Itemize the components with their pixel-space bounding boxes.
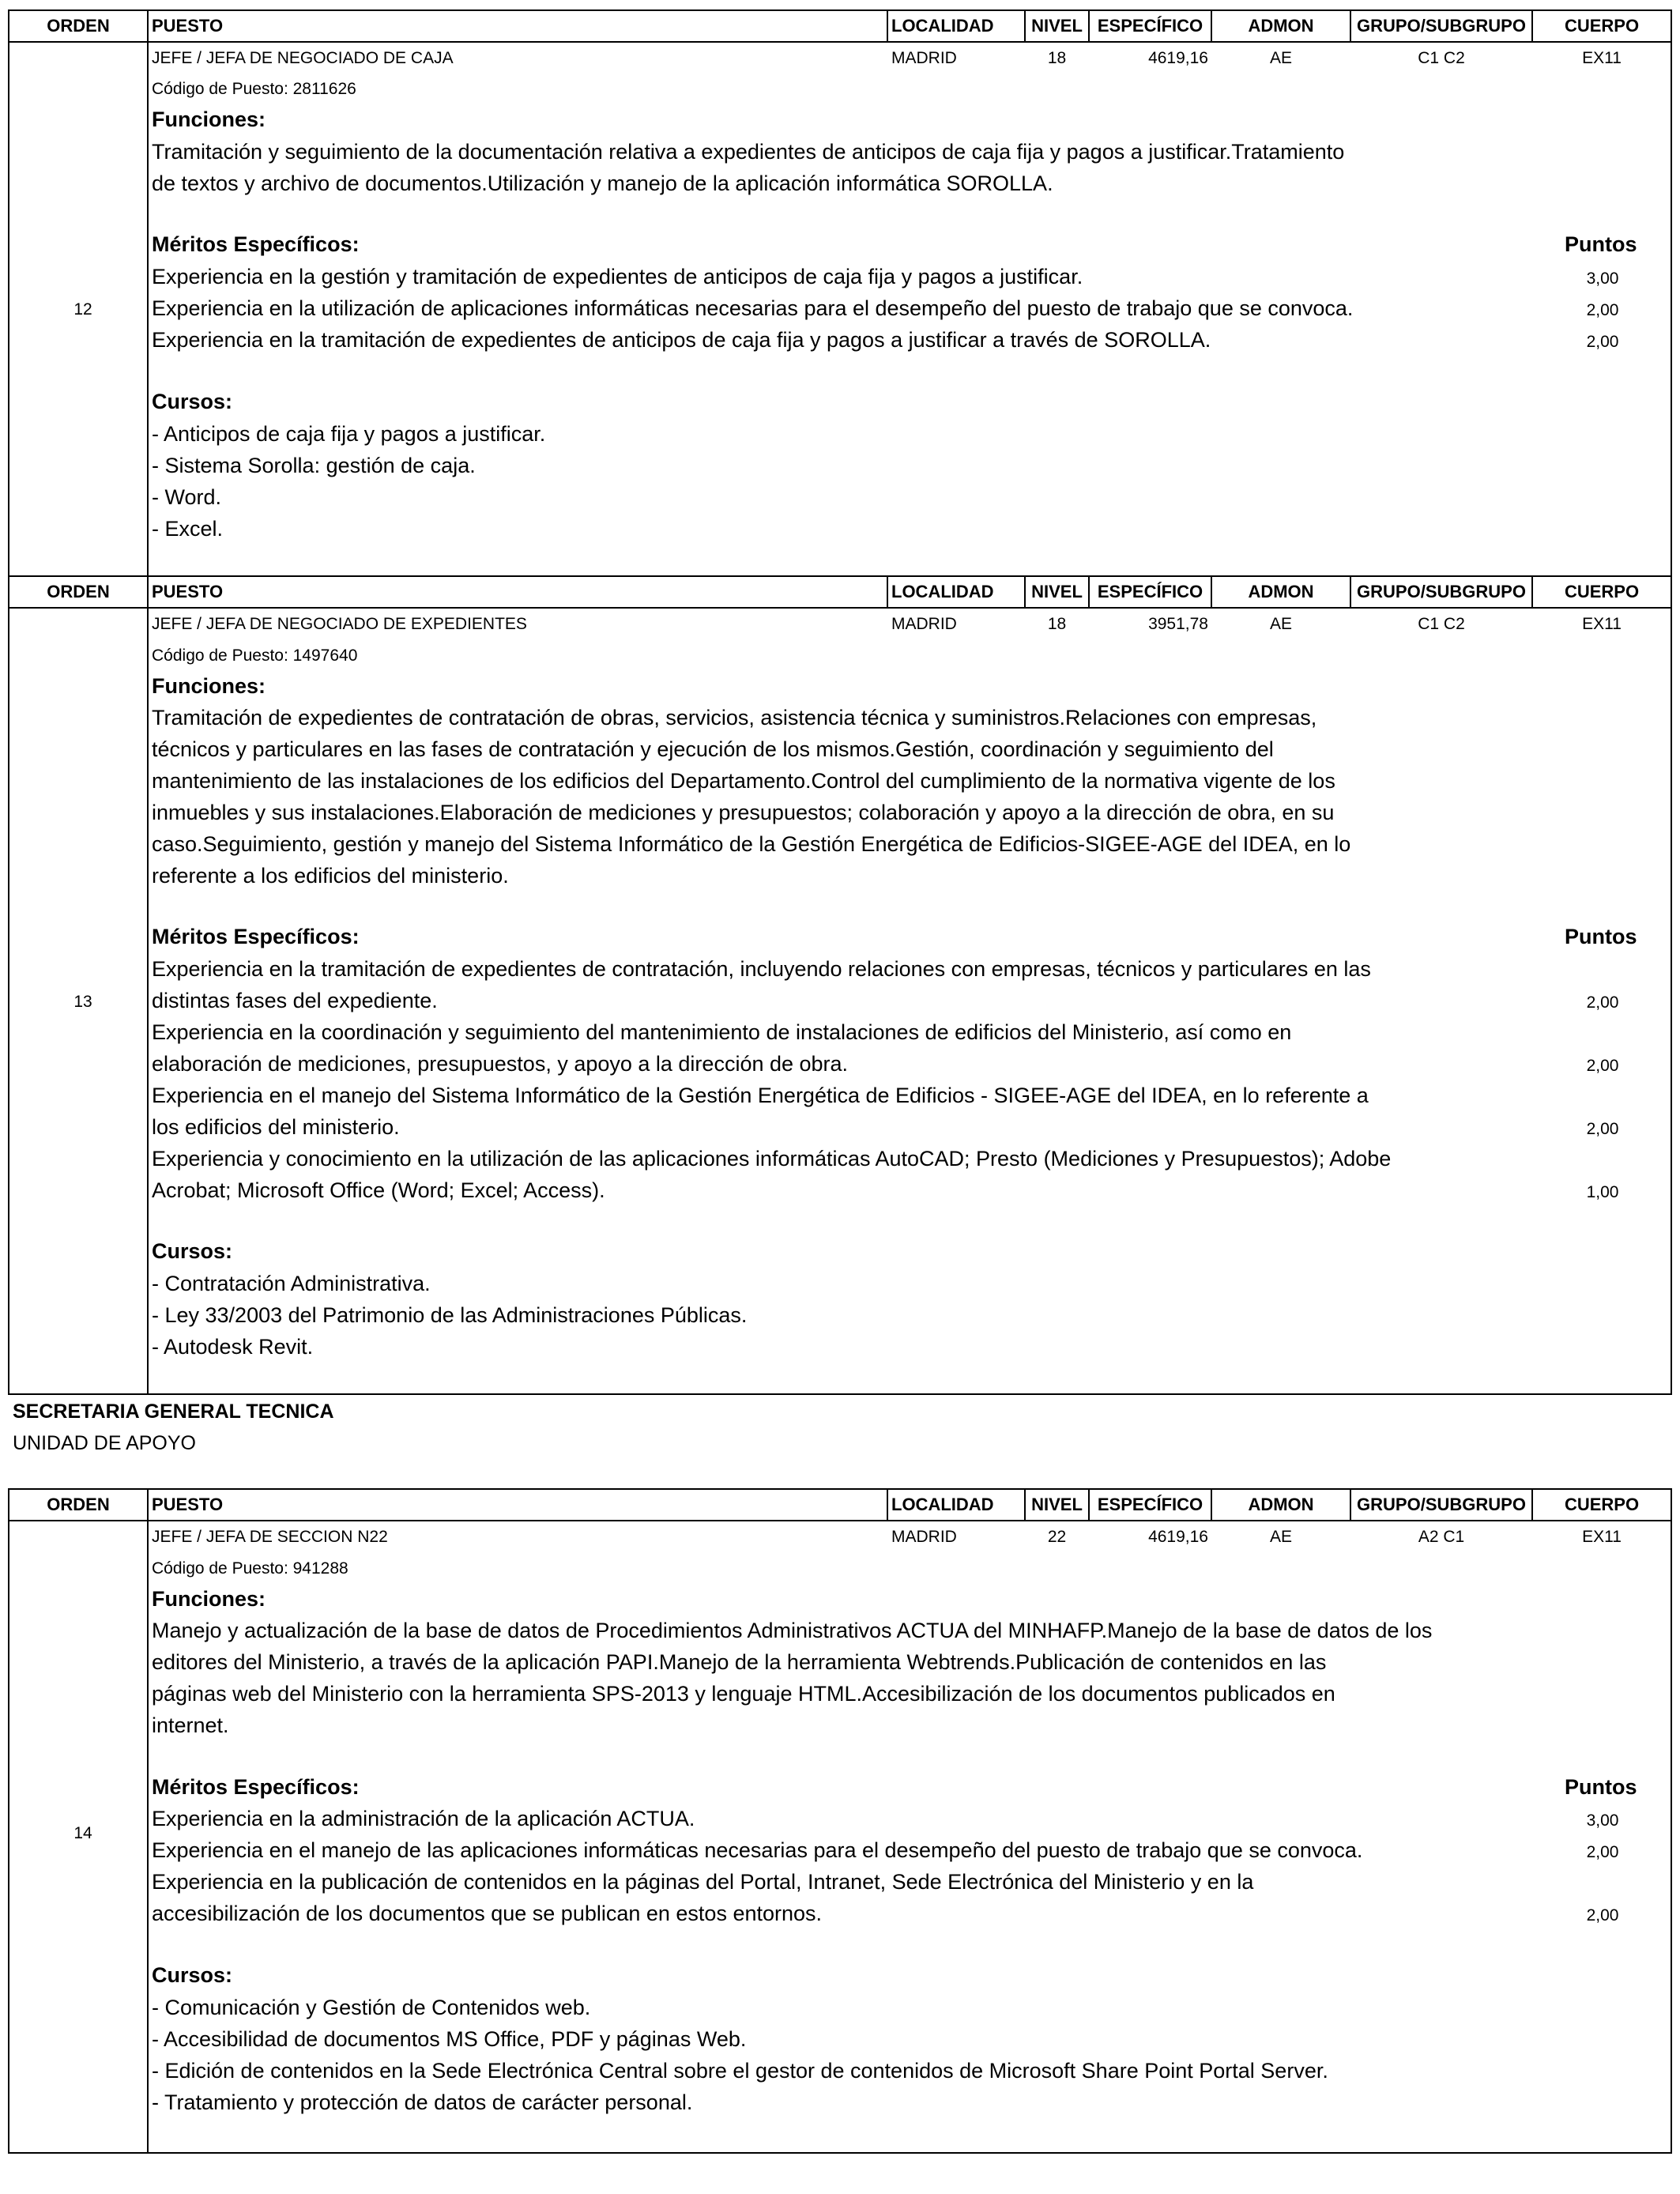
grupo-value: A2 C1 [1418, 1528, 1465, 1546]
puesto-name: JEFE / JEFA DE NEGOCIADO DE CAJA [152, 49, 454, 67]
nivel-value: 18 [1047, 49, 1067, 67]
nivel-value: 18 [1047, 615, 1067, 633]
header-cuerpo: CUERPO [1564, 1495, 1640, 1514]
text-line: Tramitación y seguimiento de la documentación relativa a expedientes de anticipos de caja fija y pagos a justificar.Tratamiento [152, 140, 1345, 164]
text-line: - Sistema Sorolla: gestión de caja. [152, 454, 476, 477]
column-divider [887, 575, 888, 609]
header-especifico: ESPECÍFICO [1097, 16, 1203, 36]
puesto-name: JEFE / JEFA DE SECCION N22 [152, 1528, 388, 1546]
text-line: - Tratamiento y protección de datos de carácter personal. [152, 2090, 693, 2114]
puntos-value: 2,00 [1586, 1906, 1619, 1924]
text-line: - Contratación Administrativa. [152, 1272, 431, 1295]
cuerpo-value: EX11 [1582, 615, 1622, 633]
header-orden: ORDEN [47, 16, 110, 36]
header-underline [8, 1520, 1672, 1521]
cuerpo-value: EX11 [1582, 49, 1622, 67]
header-admon: ADMON [1248, 1495, 1314, 1514]
especifico-value: 3951,78 [1148, 615, 1208, 633]
meritos-heading: Méritos Específicos: [152, 1775, 360, 1799]
text-line: mantenimiento de las instalaciones de los edificios del Departamento.Control del cumplimiento de la normativa vigente de los [152, 769, 1335, 793]
meritos-list [152, 953, 1391, 1206]
text-line: referente a los edificios del ministerio. [152, 864, 509, 888]
funciones-text [152, 702, 1350, 892]
header-especifico: ESPECÍFICO [1097, 1495, 1203, 1514]
orden-number: 12 [73, 300, 92, 319]
puntos-value: 2,00 [1586, 1057, 1619, 1075]
puesto-name: JEFE / JEFA DE NEGOCIADO DE EXPEDIENTES [152, 615, 527, 633]
text-line: - Anticipos de caja fija y pagos a justificar. [152, 422, 546, 446]
header-grupo: GRUPO/SUBGRUPO [1357, 582, 1526, 601]
text-line: - Comunicación y Gestión de Contenidos web. [152, 1996, 591, 2019]
puntos-value: 2,00 [1586, 333, 1619, 351]
header-localidad: LOCALIDAD [891, 16, 994, 36]
text-line: - Accesibilidad de documentos MS Office, PDF y páginas Web. [152, 2027, 747, 2051]
header-orden: ORDEN [47, 1495, 110, 1514]
cuerpo-value: EX11 [1582, 1528, 1622, 1546]
text-line: Experiencia en la utilización de aplicaciones informáticas necesarias para el desempeño del puesto de trabajo que se convoca. [152, 296, 1354, 320]
text-line: Experiencia y conocimiento en la utilización de las aplicaciones informáticas AutoCAD; Presto (Mediciones y Presupuestos); Adobe [152, 1147, 1392, 1171]
text-line: Experiencia en el manejo de las aplicaciones informáticas necesarias para el desempeño del puesto de trabajo que se convoca. [152, 1838, 1363, 1862]
meritos-list [152, 261, 1353, 356]
localidad-value: MADRID [891, 49, 957, 67]
section-subtitle: UNIDAD DE APOYO [13, 1432, 196, 1454]
header-grupo: GRUPO/SUBGRUPO [1357, 1495, 1526, 1514]
text-line: Experiencia en la coordinación y seguimiento del mantenimiento de instalaciones de edificios del Ministerio, así como en [152, 1020, 1292, 1044]
text-line: Experiencia en la gestión y tramitación de expedientes de anticipos de caja fija y pagos a justificar. [152, 265, 1083, 288]
puntos-value: 2,00 [1586, 1120, 1619, 1138]
text-line: - Autodesk Revit. [152, 1335, 314, 1359]
especifico-value: 4619,16 [1148, 1528, 1208, 1546]
column-divider [147, 575, 149, 1395]
puntos-heading: Puntos [1565, 925, 1637, 948]
funciones-heading: Funciones: [152, 674, 266, 698]
text-line: Acrobat; Microsoft Office (Word; Excel; Access). [152, 1178, 605, 1202]
text-line: Experiencia en la tramitación de expedientes de contratación, incluyendo relaciones con empresas, técnicos y particulares en las [152, 957, 1371, 981]
header-admon: ADMON [1248, 16, 1314, 36]
localidad-value: MADRID [891, 615, 957, 633]
header-especifico: ESPECÍFICO [1097, 582, 1203, 601]
grupo-value: C1 C2 [1418, 615, 1465, 633]
text-line: Experiencia en el manejo del Sistema Informático de la Gestión Energética de Edificios - SIGEE-AGE del IDEA, en lo referente a [152, 1084, 1369, 1107]
cursos-list [152, 1992, 1328, 2118]
text-line: Experiencia en la publicación de contenidos en la páginas del Portal, Intranet, Sede Electrónica del Ministerio y en la [152, 1870, 1254, 1894]
funciones-text [152, 136, 1344, 199]
localidad-value: MADRID [891, 1528, 957, 1546]
header-grupo: GRUPO/SUBGRUPO [1357, 16, 1526, 36]
header-underline [8, 607, 1672, 609]
header-cuerpo: CUERPO [1564, 582, 1640, 601]
text-line: Experiencia en la administración de la aplicación ACTUA. [152, 1807, 695, 1830]
text-line: Manejo y actualización de la base de datos de Procedimientos Administrativos ACTUA del MINHAFP.Manejo de la base de datos de los [152, 1619, 1433, 1642]
header-puesto: PUESTO [152, 16, 224, 36]
column-divider [147, 1488, 149, 2154]
orden-number: 13 [73, 993, 92, 1011]
column-divider [887, 1488, 888, 1521]
header-nivel: NIVEL [1031, 16, 1083, 36]
puntos-value: 2,00 [1586, 301, 1619, 319]
text-line: inmuebles y sus instalaciones.Elaboración de mediciones y presupuestos; colaboración y apoyo a la dirección de obra, en su [152, 801, 1335, 824]
meritos-heading: Méritos Específicos: [152, 232, 360, 256]
text-line: - Ley 33/2003 del Patrimonio de las Administraciones Públicas. [152, 1303, 748, 1327]
header-nivel: NIVEL [1031, 582, 1083, 601]
puntos-value: 2,00 [1586, 993, 1619, 1012]
codigo-puesto: Código de Puesto: 1497640 [152, 647, 358, 665]
puntos-heading: Puntos [1565, 1775, 1637, 1799]
text-line: - Word. [152, 485, 222, 509]
text-line: - Edición de contenidos en la Sede Electrónica Central sobre el gestor de contenidos de Microsoft Share Point Portal Server. [152, 2059, 1328, 2083]
puntos-value: 1,00 [1586, 1183, 1619, 1201]
header-underline [8, 41, 1672, 43]
header-puesto: PUESTO [152, 1495, 224, 1514]
codigo-puesto: Código de Puesto: 2811626 [152, 80, 356, 98]
cursos-heading: Cursos: [152, 1963, 233, 1987]
admon-value: AE [1269, 615, 1292, 633]
cursos-list [152, 418, 545, 545]
cursos-heading: Cursos: [152, 390, 233, 413]
text-line: Experiencia en la tramitación de expedientes de anticipos de caja fija y pagos a justificar a través de SOROLLA. [152, 328, 1211, 352]
text-line: - Excel. [152, 517, 224, 541]
funciones-heading: Funciones: [152, 107, 266, 131]
puntos-value: 3,00 [1586, 270, 1619, 288]
header-puesto: PUESTO [152, 582, 224, 601]
text-line: editores del Ministerio, a través de la aplicación PAPI.Manejo de la herramienta Webtrends.Publicación de contenidos en las [152, 1650, 1327, 1674]
text-line: Tramitación de expedientes de contratación de obras, servicios, asistencia técnica y suministros.Relaciones con empresas, [152, 706, 1317, 729]
header-localidad: LOCALIDAD [891, 1495, 994, 1514]
puntos-value: 3,00 [1586, 1811, 1619, 1830]
text-line: técnicos y particulares en las fases de contratación y ejecución de los mismos.Gestión, coordinación y seguimiento del [152, 737, 1274, 761]
column-divider [887, 9, 888, 43]
text-line: internet. [152, 1713, 229, 1737]
admon-value: AE [1269, 1528, 1292, 1546]
puntos-value: 2,00 [1586, 1843, 1619, 1861]
especifico-value: 4619,16 [1148, 49, 1208, 67]
column-divider [147, 9, 149, 577]
text-line: accesibilización de los documentos que se publican en estos entornos. [152, 1902, 823, 1925]
grupo-value: C1 C2 [1418, 49, 1465, 67]
section-title: SECRETARIA GENERAL TECNICA [13, 1400, 334, 1423]
nivel-value: 22 [1047, 1528, 1067, 1546]
text-line: distintas fases del expediente. [152, 989, 438, 1012]
cursos-list [152, 1268, 747, 1363]
text-line: los edificios del ministerio. [152, 1115, 400, 1139]
meritos-list [152, 1803, 1362, 1929]
codigo-puesto: Código de Puesto: 941288 [152, 1559, 348, 1578]
header-nivel: NIVEL [1031, 1495, 1083, 1514]
orden-number: 14 [73, 1824, 92, 1842]
text-line: de textos y archivo de documentos.Utilización y manejo de la aplicación informática SOROLLA. [152, 172, 1053, 195]
puntos-heading: Puntos [1565, 232, 1637, 256]
header-admon: ADMON [1248, 582, 1314, 601]
header-cuerpo: CUERPO [1564, 16, 1640, 36]
funciones-text [152, 1615, 1432, 1741]
funciones-heading: Funciones: [152, 1587, 266, 1611]
meritos-heading: Méritos Específicos: [152, 925, 360, 948]
header-orden: ORDEN [47, 582, 110, 601]
text-line: páginas web del Ministerio con la herramienta SPS-2013 y lenguaje HTML.Accesibilización de los documentos publicados en [152, 1682, 1335, 1706]
text-line: elaboración de mediciones, presupuestos, y apoyo a la dirección de obra. [152, 1052, 849, 1076]
cursos-heading: Cursos: [152, 1239, 233, 1263]
text-line: caso.Seguimiento, gestión y manejo del Sistema Informático de la Gestión Energética de Edificios-SIGEE-AGE del IDEA, en lo [152, 832, 1351, 856]
admon-value: AE [1269, 49, 1292, 67]
header-localidad: LOCALIDAD [891, 582, 994, 601]
